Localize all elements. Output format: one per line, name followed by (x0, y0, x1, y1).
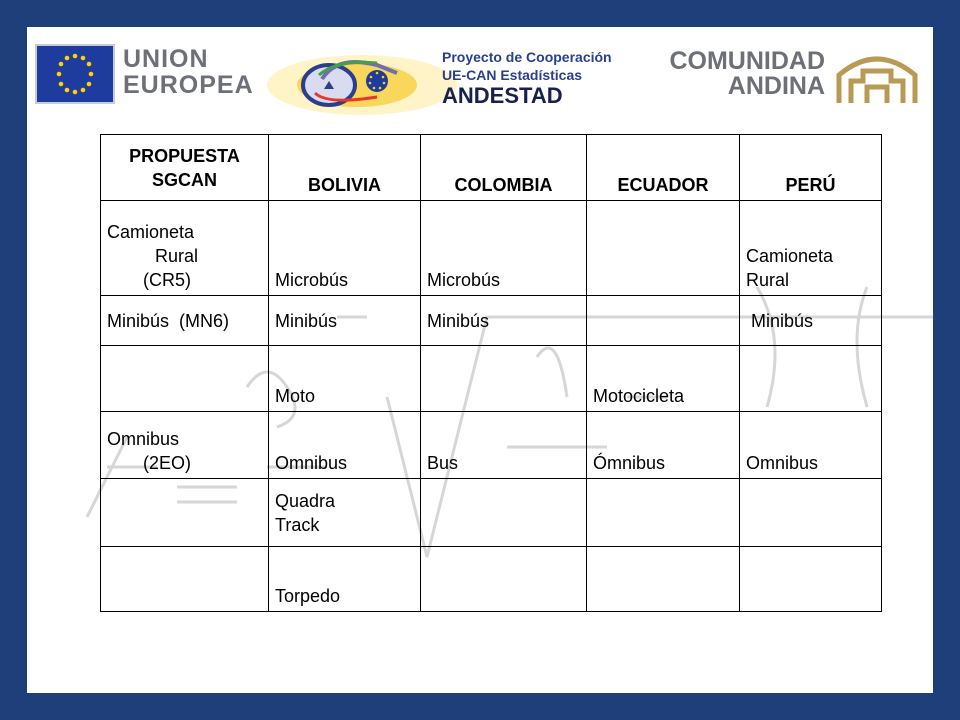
cell-text: Bus (427, 453, 459, 473)
table-row (101, 479, 882, 547)
eu-logo-line-1: UNION (123, 45, 209, 73)
table-cell (587, 479, 740, 547)
table-cell (101, 296, 269, 346)
table-cell (101, 201, 269, 296)
can-logo-line-1: COMUNIDAD (669, 47, 825, 75)
table-cell (740, 479, 882, 547)
table-cell (421, 296, 587, 346)
logo-bar (27, 27, 933, 122)
table-row (101, 412, 882, 479)
table-cell (740, 201, 882, 296)
project-line-2: UE-CAN Estadísticas (442, 67, 583, 83)
table-cell (421, 479, 587, 547)
table-cell (421, 346, 587, 412)
header-text: ECUADOR (617, 175, 709, 195)
table-cell (587, 346, 740, 412)
cell-text: (2EO) (143, 453, 192, 473)
cell-text: Minibús (427, 311, 490, 331)
table-cell (269, 412, 421, 479)
table-row (101, 201, 882, 296)
cell-text: Camioneta (746, 246, 834, 266)
header-text: BOLIVIA (307, 175, 381, 195)
eu-logo-text (123, 46, 254, 98)
table-cell (269, 201, 421, 296)
table-cell (269, 479, 421, 547)
header-text: SGCAN (151, 170, 217, 190)
header-propuesta-sgcan (101, 135, 269, 201)
cell-text: Track (275, 515, 320, 535)
header-text: PERÚ (785, 175, 836, 195)
cell-text: (CR5) (143, 270, 191, 290)
cell-text: Minibús (746, 311, 814, 331)
can-logo-line-2: ANDINA (727, 72, 825, 100)
header-bolivia (269, 135, 421, 201)
eu-logo-line-2: EUROPEA (123, 71, 254, 99)
table-row (101, 346, 882, 412)
andestad-logo-text (442, 48, 612, 108)
project-line-1: Proyecto de Cooperación (442, 49, 612, 65)
header-text: COLOMBIA (454, 175, 553, 195)
table-cell (740, 412, 882, 479)
slide (27, 27, 933, 693)
andestad-emblem-logo (267, 45, 457, 117)
table-cell (421, 547, 587, 612)
project-line-3: ANDESTAD (442, 83, 563, 108)
cell-text: Quadra (275, 491, 336, 511)
table-cell (101, 412, 269, 479)
cell-text: Omnibus (275, 453, 348, 473)
cell-text: Microbús (275, 270, 349, 290)
table-cell (587, 201, 740, 296)
table-cell (269, 547, 421, 612)
header-ecuador (587, 135, 740, 201)
cell-text: Omnibus (746, 453, 819, 473)
table-cell (101, 547, 269, 612)
cell-text: Moto (275, 386, 316, 406)
table-row (101, 547, 882, 612)
header-text: PROPUESTA (129, 146, 240, 166)
header-peru (740, 135, 882, 201)
can-logo-text (665, 49, 825, 99)
cell-text: Rural (746, 270, 790, 290)
table-cell (587, 296, 740, 346)
cell-text: Ómnibus (593, 453, 666, 473)
cell-text: Motocicleta (593, 386, 685, 406)
eu-stars-icon (37, 46, 113, 102)
table-cell (269, 296, 421, 346)
table-header-row (101, 135, 882, 201)
table-cell (740, 296, 882, 346)
cell-text: Microbús (427, 270, 501, 290)
table-cell (101, 346, 269, 412)
cell-text: Torpedo (275, 586, 341, 606)
table-cell (587, 412, 740, 479)
table-cell (269, 346, 421, 412)
table-cell (587, 547, 740, 612)
table-cell (740, 346, 882, 412)
cell-text: Camioneta (107, 222, 195, 242)
header-colombia (421, 135, 587, 201)
cell-text: Omnibus (107, 429, 180, 449)
cell-text: Rural (155, 246, 199, 266)
eu-flag-logo (35, 44, 115, 104)
table-cell (421, 412, 587, 479)
table-cell (421, 201, 587, 296)
table-cell (101, 479, 269, 547)
cell-text: Minibús (MN6) (107, 311, 230, 331)
can-emblem-logo (833, 49, 921, 105)
cell-text: Minibús (275, 311, 338, 331)
vehicle-classification-table (100, 134, 882, 612)
table-row (101, 296, 882, 346)
table-cell (740, 547, 882, 612)
